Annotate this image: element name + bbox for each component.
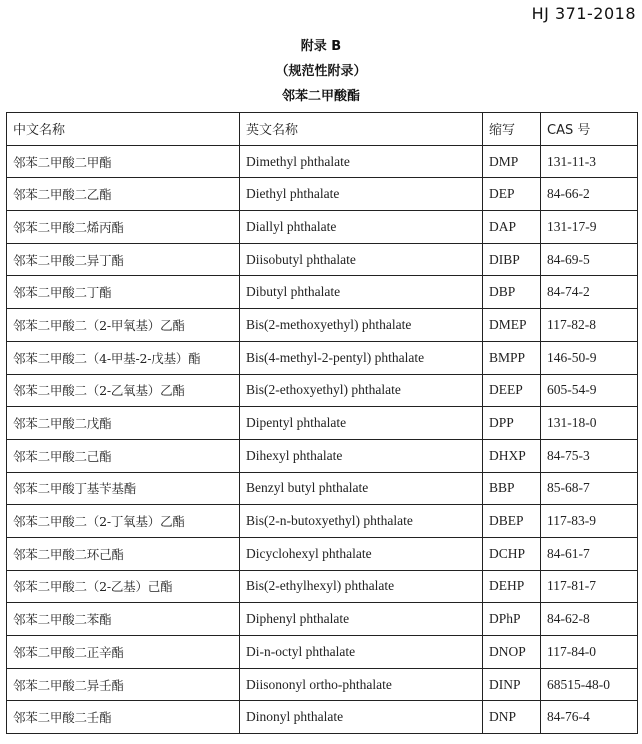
appendix-type: （规范性附录） — [275, 64, 367, 79]
abbr-cell: DMP — [483, 145, 541, 178]
cn-name-cell: 邻苯二甲酸二（2-甲氧基）乙酯 — [7, 309, 240, 342]
en-name-cell: Diisononyl ortho-phthalate — [240, 668, 483, 701]
table-title: 邻苯二甲酸酯 — [281, 89, 360, 104]
table-row — [7, 309, 638, 342]
abbr-cell: DBP — [483, 276, 541, 309]
en-name-cell: Dipentyl phthalate — [240, 407, 483, 440]
cas-cell: 146-50-9 — [541, 341, 638, 374]
cas-cell: 84-75-3 — [541, 439, 638, 472]
abbr-cell: DHXP — [483, 439, 541, 472]
cas-cell: 117-81-7 — [541, 570, 638, 603]
en-name-cell: Bis(2-ethylhexyl) phthalate — [240, 570, 483, 603]
abbr-cell: BBP — [483, 472, 541, 505]
cn-name-cell: 邻苯二甲酸二（4-甲基-2-戊基）酯 — [7, 341, 240, 374]
cn-name-cell: 邻苯二甲酸二丁酯 — [7, 276, 240, 309]
table-row — [7, 636, 638, 669]
cas-cell: 117-82-8 — [541, 309, 638, 342]
en-name-cell: Dinonyl phthalate — [240, 701, 483, 734]
abbr-cell: DBEP — [483, 505, 541, 538]
cas-cell: 84-66-2 — [541, 178, 638, 211]
abbr-cell: DPhP — [483, 603, 541, 636]
cn-name-cell: 邻苯二甲酸二烯丙酯 — [7, 211, 240, 244]
table-row — [7, 439, 638, 472]
table-row — [7, 472, 638, 505]
cas-cell: 84-76-4 — [541, 701, 638, 734]
cas-cell: 68515-48-0 — [541, 668, 638, 701]
appendix-title: 附录 B — [300, 39, 342, 54]
table-row — [7, 276, 638, 309]
cn-name-cell: 邻苯二甲酸二异壬酯 — [7, 668, 240, 701]
cas-cell: 117-84-0 — [541, 636, 638, 669]
cn-name-cell: 邻苯二甲酸二苯酯 — [7, 603, 240, 636]
abbr-cell: BMPP — [483, 341, 541, 374]
table-row — [7, 505, 638, 538]
cas-cell: 131-17-9 — [541, 211, 638, 244]
table-row — [7, 145, 638, 178]
table-row — [7, 570, 638, 603]
en-name-cell: Diallyl phthalate — [240, 211, 483, 244]
cas-cell: 117-83-9 — [541, 505, 638, 538]
abbr-cell: DMEP — [483, 309, 541, 342]
table-row — [7, 603, 638, 636]
cn-name-cell: 邻苯二甲酸二（2-丁氧基）乙酯 — [7, 505, 240, 538]
en-name-cell: Diphenyl phthalate — [240, 603, 483, 636]
cn-name-cell: 邻苯二甲酸二甲酯 — [7, 145, 240, 178]
en-name-cell: Benzyl butyl phthalate — [240, 472, 483, 505]
abbr-cell: DPP — [483, 407, 541, 440]
cn-name-cell: 邻苯二甲酸二戊酯 — [7, 407, 240, 440]
cas-cell: 84-61-7 — [541, 537, 638, 570]
en-name-cell: Dimethyl phthalate — [240, 145, 483, 178]
abbr-cell: DNOP — [483, 636, 541, 669]
cas-cell: 84-69-5 — [541, 243, 638, 276]
cas-cell: 85-68-7 — [541, 472, 638, 505]
abbr-cell: DAP — [483, 211, 541, 244]
table-row — [7, 668, 638, 701]
en-name-cell: Bis(2-n-butoxyethyl) phthalate — [240, 505, 483, 538]
en-name-cell: Bis(2-methoxyethyl) phthalate — [240, 309, 483, 342]
abbr-cell: DIBP — [483, 243, 541, 276]
cas-cell: 84-62-8 — [541, 603, 638, 636]
cn-name-cell: 邻苯二甲酸二正辛酯 — [7, 636, 240, 669]
en-name-cell: Bis(4-methyl-2-pentyl) phthalate — [240, 341, 483, 374]
abbr-cell: DINP — [483, 668, 541, 701]
table-row — [7, 211, 638, 244]
abbr-cell: DNP — [483, 701, 541, 734]
column-header-abbr: 缩写 — [483, 113, 541, 146]
column-header-cn-name: 中文名称 — [7, 113, 240, 146]
table-row — [7, 407, 638, 440]
cn-name-cell: 邻苯二甲酸二环己酯 — [7, 537, 240, 570]
table-row — [7, 537, 638, 570]
cn-name-cell: 邻苯二甲酸丁基苄基酯 — [7, 472, 240, 505]
cn-name-cell: 邻苯二甲酸二异丁酯 — [7, 243, 240, 276]
cn-name-cell: 邻苯二甲酸二（2-乙氧基）乙酯 — [7, 374, 240, 407]
cas-cell: 84-74-2 — [541, 276, 638, 309]
phthalate-table — [6, 112, 638, 734]
table-row — [7, 178, 638, 211]
abbr-cell: DEP — [483, 178, 541, 211]
column-header-en-name: 英文名称 — [240, 113, 483, 146]
abbr-cell: DEHP — [483, 570, 541, 603]
cas-cell: 131-11-3 — [541, 145, 638, 178]
cn-name-cell: 邻苯二甲酸二乙酯 — [7, 178, 240, 211]
abbr-cell: DCHP — [483, 537, 541, 570]
table-row — [7, 374, 638, 407]
en-name-cell: Diisobutyl phthalate — [240, 243, 483, 276]
en-name-cell: Dicyclohexyl phthalate — [240, 537, 483, 570]
cn-name-cell: 邻苯二甲酸二（2-乙基）己酯 — [7, 570, 240, 603]
table-row — [7, 243, 638, 276]
standard-code: HJ 371-2018 — [531, 4, 636, 23]
cas-cell: 131-18-0 — [541, 407, 638, 440]
en-name-cell: Di-n-octyl phthalate — [240, 636, 483, 669]
en-name-cell: Bis(2-ethoxyethyl) phthalate — [240, 374, 483, 407]
en-name-cell: Dihexyl phthalate — [240, 439, 483, 472]
cn-name-cell: 邻苯二甲酸二壬酯 — [7, 701, 240, 734]
abbr-cell: DEEP — [483, 374, 541, 407]
table-header-row — [7, 113, 638, 146]
column-header-cas: CAS 号 — [541, 113, 638, 146]
en-name-cell: Dibutyl phthalate — [240, 276, 483, 309]
table-row — [7, 701, 638, 734]
cn-name-cell: 邻苯二甲酸二己酯 — [7, 439, 240, 472]
en-name-cell: Diethyl phthalate — [240, 178, 483, 211]
cas-cell: 605-54-9 — [541, 374, 638, 407]
table-row — [7, 341, 638, 374]
